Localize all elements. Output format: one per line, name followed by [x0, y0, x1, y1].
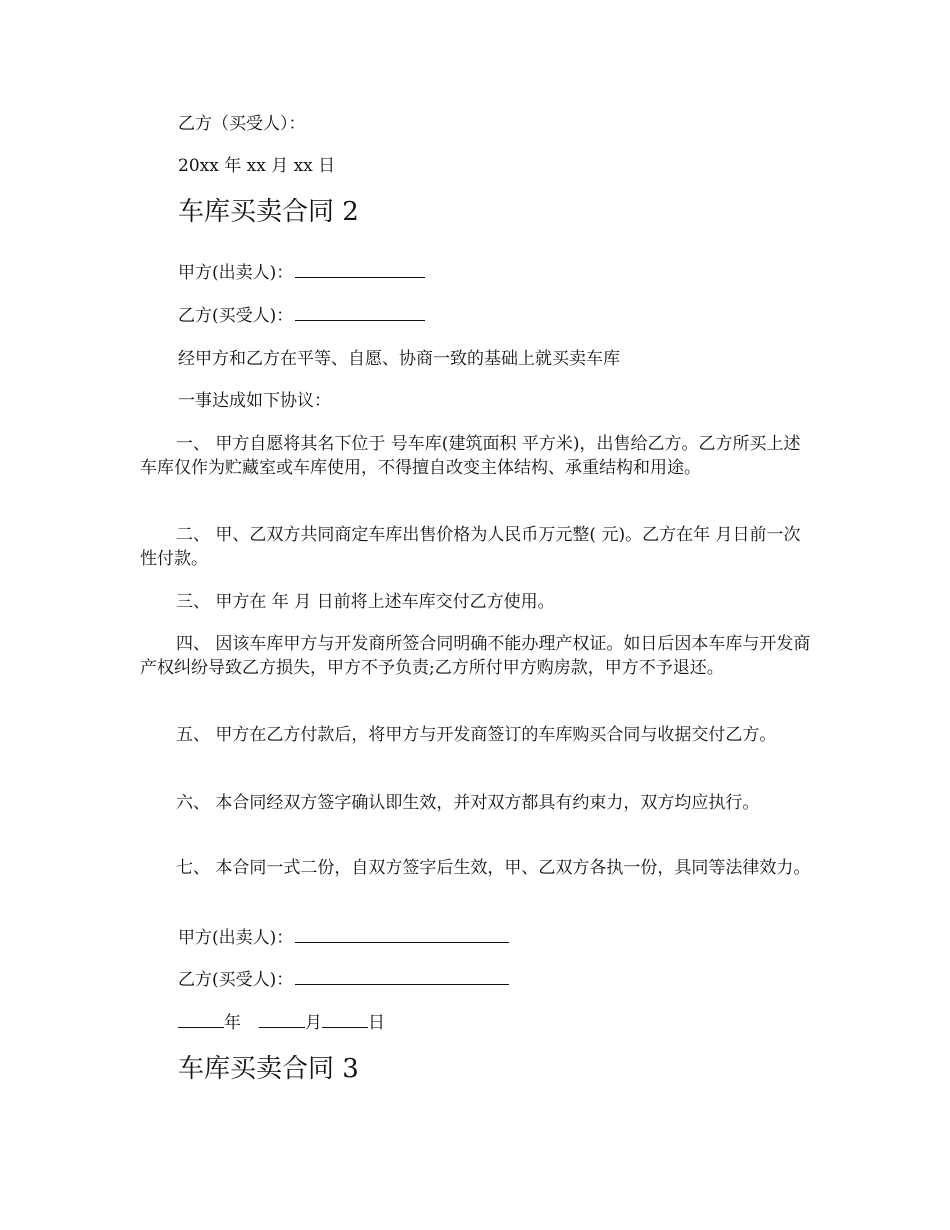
clause-3: 三、 甲方在 年 月 日前将上述车库交付乙方使用。 [176, 592, 555, 612]
sign-party-a-line [178, 926, 509, 950]
year-blank [178, 1011, 224, 1028]
sign-party-b-blank [295, 968, 509, 985]
clause-1: 一、 甲方自愿将其名下位于 号车库(建筑面积 平方米)，出售给乙方。乙方所买上述车库仅作为贮藏室或车库使用，不得擅自改变主体结构、承重结构和用途。 [140, 434, 801, 478]
day-blank [322, 1011, 368, 1028]
party-b-label: 乙方（买受人）： [178, 114, 306, 134]
month-blank [259, 1011, 305, 1028]
contract-2-title: 车库买卖合同 2 [178, 197, 359, 227]
intro-line-1: 经甲方和乙方在平等、自愿、协商一致的基础上就买卖车库 [178, 349, 620, 369]
sign-party-a-label: 甲方(出卖人)： [178, 928, 294, 948]
party-b-label-2: 乙方(买受人)： [178, 306, 294, 326]
party-a-blank [295, 261, 425, 278]
clause-6: 六、 本合同经双方签字确认即生效，并对双方都具有约束力，双方均应执行。 [176, 793, 760, 813]
sign-party-a-blank [295, 926, 509, 943]
clause-5: 五、 甲方在乙方付款后，将甲方与开发商签订的车库购买合同与收据交付乙方。 [176, 725, 777, 745]
party-b-line-2 [178, 304, 425, 328]
contract-date: 20xx 年 xx 月 xx 日 [178, 156, 336, 176]
sign-date-line [178, 1011, 385, 1035]
sign-party-b-label: 乙方(买受人)： [178, 970, 294, 990]
intro-line-2: 一事达成如下协议： [178, 391, 331, 411]
month-label: 月 [305, 1013, 322, 1033]
party-a-line [178, 261, 425, 285]
clause-4: 四、 因该车库甲方与开发商所签合同明确不能办理产权证。如日后因本车库与开发商产权纠纷导致乙方损失，甲方不予负责;乙方所付甲方购房款，甲方不予退还。 [140, 634, 811, 678]
clause-7: 七、 本合同一式二份，自双方签字后生效，甲、乙双方各执一份，具同等法律效力。 [176, 858, 811, 878]
clause-2: 二、 甲、乙双方共同商定车库出售价格为人民币万元整( 元)。乙方在年 月日前一次性付款。 [140, 525, 801, 569]
party-b-line [178, 112, 306, 136]
day-label: 日 [368, 1013, 385, 1033]
party-a-label: 甲方(出卖人)： [178, 263, 294, 283]
party-b-blank [295, 304, 425, 321]
year-label: 年 [224, 1013, 241, 1033]
sign-party-b-line [178, 968, 509, 992]
contract-3-title: 车库买卖合同 3 [178, 1054, 359, 1084]
